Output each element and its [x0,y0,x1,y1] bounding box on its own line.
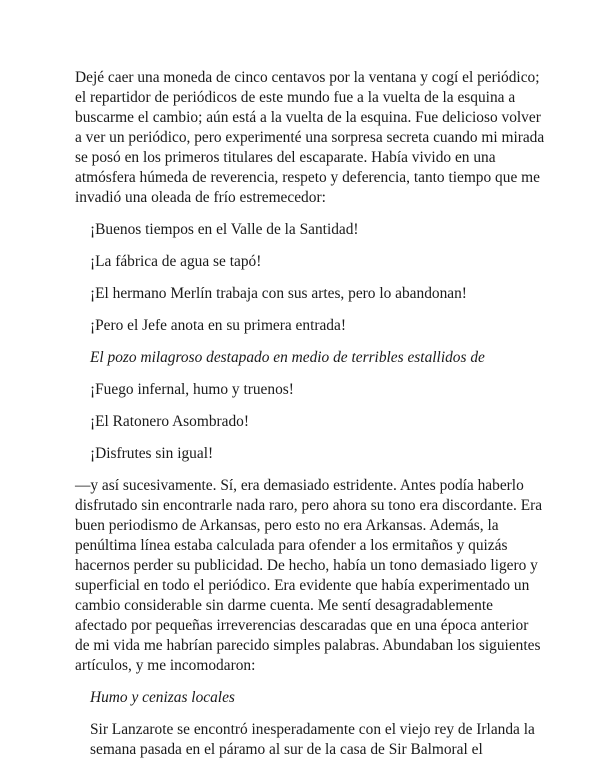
headline-3: ¡El hermano Merlín trabaja con sus artes, pero lo abandonan! [90,285,467,302]
opening-paragraph: Dejé caer una moneda de cinco centavos por la ventana y cogí el periódico; el repartidor de periódicos de este mundo fue a la vuelta de la esquina a buscarme el cambio; aún está a la vuelta de la esquina. Fue delicioso volver a ver un periódico, pero experimenté una sorpresa secreta cuando mi mirada se posó en los primeros titulares del escaparate. Había vivido en una atmósfera húmeda de reverencia, respeto y deferencia, tanto tiempo que me invadió una oleada de frío estremecedor: [75,69,545,206]
headline-8: ¡Disfrutes sin igual! [90,445,214,462]
headline-1: ¡Buenos tiempos en el Valle de la Santidad! [90,221,359,238]
document-page [75,68,545,772]
section-heading: Humo y cenizas locales [90,689,235,706]
headline-2: ¡La fábrica de agua se tapó! [90,253,262,270]
headline-6: ¡Fuego infernal, humo y truenos! [90,381,294,398]
headline-4: ¡Pero el Jefe anota en su primera entrada! [90,317,346,334]
closing-paragraph: Sir Lanzarote se encontró inesperadamente con el viejo rey de Irlanda la semana pasada en el páramo al sur de la casa de Sir Balmoral el [90,721,535,758]
headline-5: El pozo milagroso destapado en medio de terribles estallidos de [90,349,485,366]
headline-7: ¡El Ratonero Asombrado! [90,413,250,430]
middle-paragraph: —y así sucesivamente. Sí, era demasiado estridente. Antes podía haberlo disfrutado sin encontrarle nada raro, pero ahora su tono era discordante. Era buen periodismo de Arkansas, pero esto no era Arkansas. Además, la penúltima línea estaba calculada para ofender a los ermitaños y quizás hacernos perder su publicidad. De hecho, había un tono demasiado ligero y superficial en todo el periódico. Era evidente que había experimentado un cambio considerable sin darme cuenta. Me sentí desagradablemente afectado por pequeñas irreverencias descaradas que en una época anterior de mi vida me habrían parecido simples palabras. Abundaban los siguientes artículos, y me incomodaron: [75,477,543,674]
